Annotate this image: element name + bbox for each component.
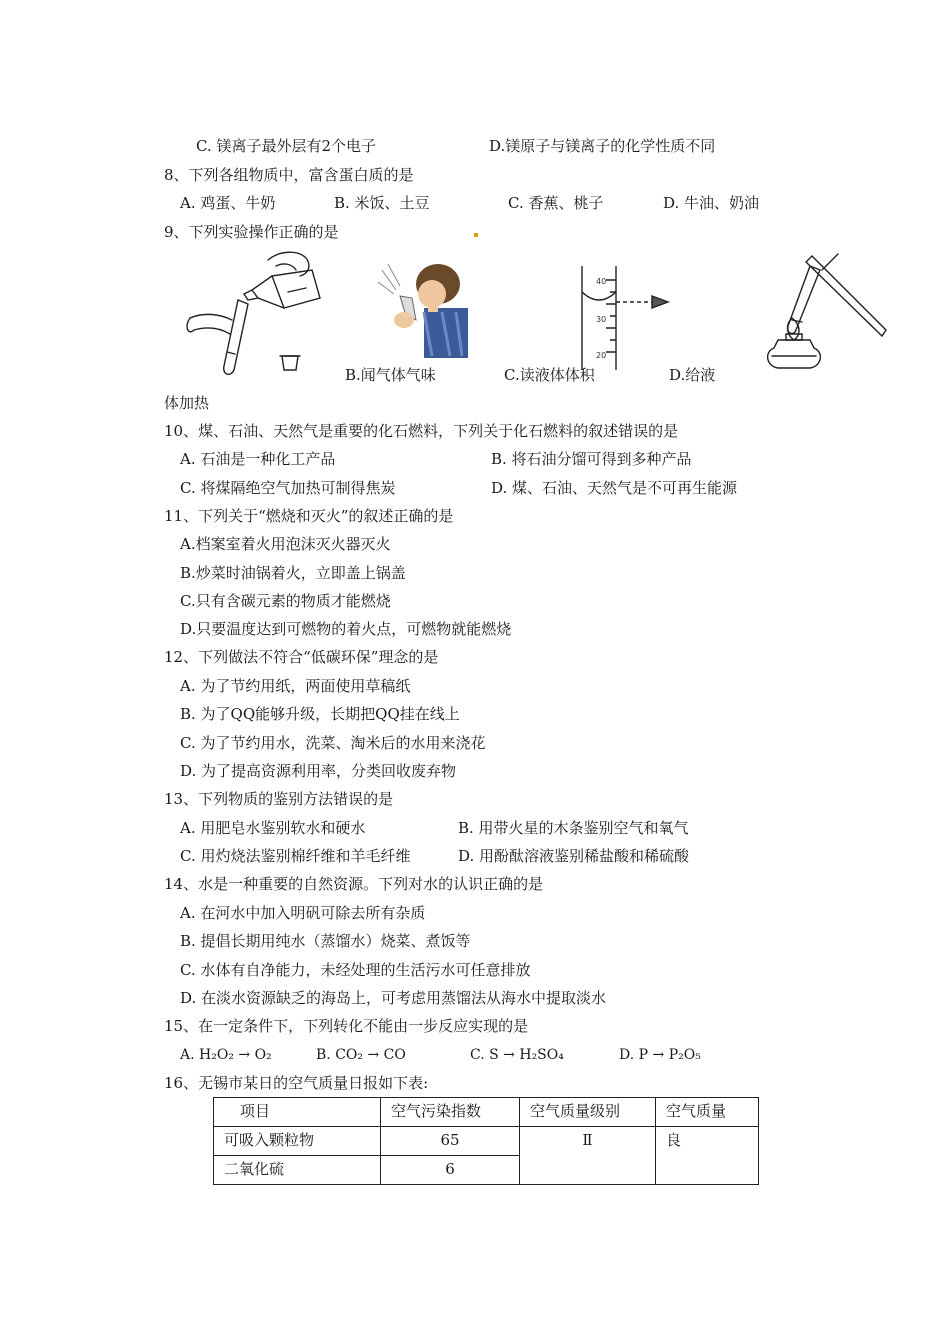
figure-c-graduated-cylinder [560,262,680,372]
q15-option-b [316,1045,406,1065]
q13-option-d: D. 用酚酞溶液鉴别稀盐酸和稀硫酸 [458,847,690,865]
q9-caption-d: D.给液 [669,366,716,384]
q15-d-arrow: → [652,1047,665,1063]
q15-b-label: B. [316,1047,331,1063]
q7-option-d: D.镁原子与镁离子的化学性质不同 [489,137,716,155]
q9-caption-d-cont: 体加热 [164,394,210,412]
q15-c-from: S [489,1047,499,1063]
row-item: 二氧化硫 [214,1156,381,1185]
q12-option-d: D. 为了提高资源利用率，分类回收废弃物 [180,762,457,780]
q15-d-to: P₂O₅ [668,1047,701,1063]
q14-stem: 14、水是一种重要的自然资源。下列对水的认识正确的是 [164,875,544,893]
q15-a-label: A. [180,1047,195,1063]
q15-b-to: CO [383,1047,406,1063]
row-index: 6 [381,1156,520,1185]
air-quality-level: Ⅱ [520,1127,656,1185]
q9-stem: 9、下列实验操作正确的是 [164,223,339,241]
q13-option-c: C. 用灼烧法鉴别棉纤维和羊毛纤维 [180,847,411,865]
q12-option-c: C. 为了节约用水，洗菜、淘米后的水用来浇花 [180,734,486,752]
q13-option-b: B. 用带火星的木条鉴别空气和氧气 [458,819,689,837]
q13-stem: 13、下列物质的鉴别方法错误的是 [164,790,394,808]
header-index: 空气污染指数 [381,1098,520,1127]
header-item: 项目 [214,1098,381,1127]
q8-option-b: B. 米饭、土豆 [334,194,430,212]
q15-a-arrow: → [238,1047,251,1063]
q8-option-c: C. 香蕉、桃子 [508,194,604,212]
q10-option-d: D. 煤、石油、天然气是不可再生能源 [491,479,738,497]
q9-caption-c: C.读液体体积 [504,366,595,384]
q11-stem: 11、下列关于“燃烧和灭火”的叙述正确的是 [164,507,454,525]
q13-option-a: A. 用肥皂水鉴别软水和硬水 [180,819,366,837]
air-quality-grade: 良 [656,1127,759,1185]
q12-option-a: A. 为了节约用纸，两面使用草稿纸 [180,677,411,695]
q8-option-a: A. 鸡蛋、牛奶 [180,194,276,212]
q11-option-d: D.只要温度达到可燃物的着火点，可燃物就能燃烧 [180,620,512,638]
q15-option-c [470,1045,564,1065]
q10-option-b: B. 将石油分馏可得到多种产品 [491,450,692,468]
q16-stem: 16、无锡市某日的空气质量日报如下表: [164,1074,429,1092]
q15-c-label: C. [470,1047,485,1063]
q9-caption-b: B.闻气体气味 [345,366,436,384]
scale-label-30: 30 [596,315,607,324]
q14-option-b: B. 提倡长期用纯水（蒸馏水）烧菜、煮饭等 [180,932,471,950]
header-quality: 空气质量 [656,1098,759,1127]
q15-stem: 15、在一定条件下，下列转化不能由一步反应实现的是 [164,1017,529,1035]
q15-option-d [619,1045,701,1065]
row-index: 65 [381,1127,520,1156]
figure-b-smelling-gas [372,260,472,360]
q15-option-a [180,1045,272,1065]
q15-d-from: P [638,1047,649,1063]
q10-stem: 10、煤、石油、天然气是重要的化石燃料，下列关于化石燃料的叙述错误的是 [164,422,679,440]
q11-option-a: A.档案室着火用泡沫灭火器灭火 [180,535,391,553]
figure-a-pouring-liquid [180,248,330,383]
q15-a-to: O₂ [254,1047,272,1063]
q15-c-arrow: → [503,1047,515,1063]
q8-stem: 8、下列各组物质中，富含蛋白质的是 [164,166,414,184]
table-header-row [214,1098,759,1127]
stray-mark [474,233,478,237]
q7-option-c: C. 镁离子最外层有2个电子 [196,137,377,155]
header-level: 空气质量级别 [520,1098,656,1127]
q15-c-to: H₂SO₄ [519,1047,564,1063]
air-quality-table [213,1097,759,1185]
scale-label-20: 20 [596,351,607,360]
table-row [214,1127,759,1156]
q15-d-label: D. [619,1047,635,1063]
q10-option-c: C. 将煤隔绝空气加热可制得焦炭 [180,479,396,497]
q11-option-c: C.只有含碳元素的物质才能燃烧 [180,592,391,610]
q11-option-b: B.炒菜时油锅着火，立即盖上锅盖 [180,564,406,582]
q10-option-a: A. 石油是一种化工产品 [180,450,336,468]
scale-label-40: 40 [596,277,607,286]
q14-option-c: C. 水体有自净能力，未经处理的生活污水可任意排放 [180,961,531,979]
q8-option-d: D. 牛油、奶油 [663,194,760,212]
q12-option-b: B. 为了QQ能够升级，长期把QQ挂在线上 [180,705,460,723]
figure-d-heating-liquid [748,244,893,374]
q15-b-from: CO₂ [335,1047,364,1063]
q14-option-d: D. 在淡水资源缺乏的海岛上，可考虑用蒸馏法从海水中提取淡水 [180,989,607,1007]
q15-b-arrow: → [367,1047,380,1063]
q12-stem: 12、下列做法不符合“低碳环保”理念的是 [164,648,439,666]
q15-a-from: H₂O₂ [199,1047,234,1063]
row-item: 可吸入颗粒物 [214,1127,381,1156]
q14-option-a: A. 在河水中加入明矾可除去所有杂质 [180,904,426,922]
